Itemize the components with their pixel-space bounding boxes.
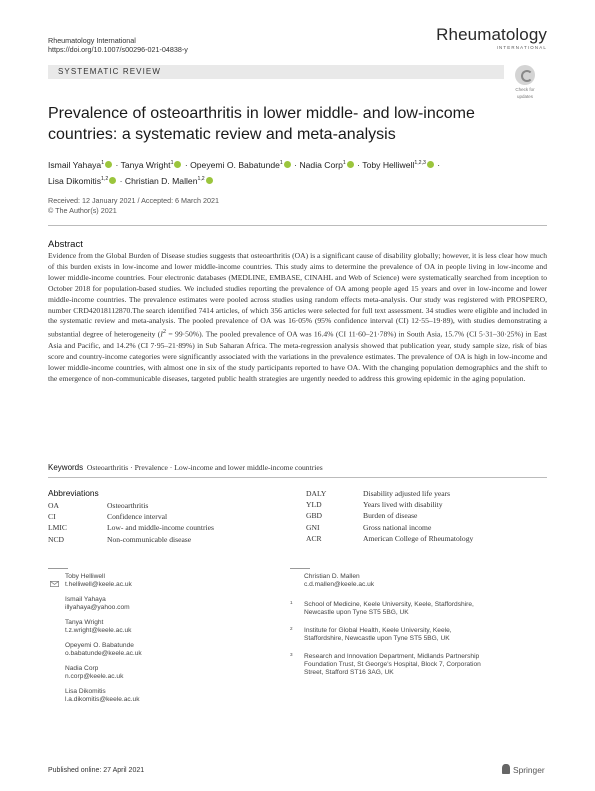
footnote-rule: [48, 568, 68, 569]
author-name[interactable]: Christian D. Mallen: [124, 175, 198, 186]
footnote-rule: [290, 568, 310, 569]
contact-email[interactable]: l.a.dikomitis@keele.ac.uk: [65, 696, 140, 704]
contact-name: Toby Helliwell: [65, 573, 105, 580]
contact-name: Ismail Yahaya: [65, 596, 106, 603]
contact-block: [65, 573, 132, 589]
abbr-definition: Confidence interval: [107, 512, 168, 522]
abbr-definition: Gross national income: [363, 522, 432, 532]
author-affil-sup: 1,2: [101, 175, 109, 182]
orcid-icon[interactable]: [206, 177, 213, 184]
contact-name: Lisa Dikomitis: [65, 688, 106, 695]
author-name[interactable]: Lisa Dikomitis: [48, 175, 102, 186]
article-dates: [48, 196, 219, 215]
article-title: Prevalence of osteoarthritis in lower middle- and low-income countries: a systematic review and meta-analysis: [48, 105, 475, 143]
keywords-text: Osteoarthritis · Prevalence · Low-income and lower middle-income countries: [86, 463, 323, 472]
abbr-term: YLD: [306, 500, 322, 510]
author-affil-sup: 1,2: [197, 175, 205, 182]
journal-logo-title: Rheumatology: [436, 25, 547, 44]
abbr-term: GBD: [306, 511, 323, 521]
i-squared-sup: 2: [162, 328, 167, 336]
contact-block: [65, 642, 142, 658]
check-updates-line2: updates: [516, 94, 533, 99]
contact-name: Christian D. Mallen: [304, 573, 360, 580]
abbr-term: CI: [48, 512, 56, 522]
abbr-definition: Non-communicable disease: [107, 534, 192, 544]
abbr-row: [306, 522, 473, 533]
abstract-text: [48, 251, 547, 384]
abbr-term: LMIC: [48, 523, 67, 533]
author-name[interactable]: Toby Helliwell: [362, 159, 415, 170]
abbr-row: [48, 511, 214, 522]
author-list: Ismail Yahaya$^1$ · Tanya Wright$^1$ · Opeyemi O. Babatunde$^1$ · Nadia Corp$^1$ · Toby Helliwell$^{1,2,3}$ · Lisa Dikomitis$^{1,2}$ · Christian D. Mallen$^{1,2}$: [48, 159, 441, 186]
orcid-icon[interactable]: [347, 161, 354, 168]
affiliation-number: 1: [290, 600, 293, 605]
doi-link[interactable]: https://doi.org/10.1007/s00296-021-04838-y: [48, 45, 188, 54]
abbr-definition: Burden of disease: [363, 511, 418, 521]
contact-block: [65, 688, 140, 704]
orcid-icon[interactable]: [284, 161, 291, 168]
keywords: [48, 463, 547, 472]
abstract-heading: Abstract: [48, 239, 83, 250]
abbr-term: ACR: [306, 533, 322, 543]
abbreviations-right: [306, 488, 473, 544]
abbr-row: [48, 500, 214, 511]
affiliation-line: Street, Stafford ST16 3AG, UK: [304, 669, 394, 677]
abstract-part-2: = 99·50%). The pooled prevalence of OA was 16.4% (CI 11·60–21·78%) in South Asia, 15.7% (CI 5·31–30·25%) in East Asia and Pacific, and 14.2% (CI 7·95–21·89%) in Sub Saharan Africa. The meta-regression analysis showed that publication year, study sample size, risk of bias score and country-income categories were significantly associated with the variations in the prevalence estimates. The prevalence of OA is high in low-income and lower middle-income countries, with almost one in six of the study participants reported to have OA. With the changing population demographics and the shift to the emergence of non-communicable diseases, targeted public health strategies are urgently needed to address this growing epidemic in the aging population.: [48, 329, 548, 383]
abbr-term: GNI: [306, 522, 320, 532]
abbr-row: [48, 534, 214, 545]
author-name[interactable]: Nadia Corp: [299, 159, 343, 170]
section-label: SYSTEMATIC REVIEW: [58, 67, 162, 76]
abbr-definition: Years lived with disability: [363, 500, 443, 510]
author-affil-sup: 1: [101, 160, 105, 166]
check-updates-line1: Check for: [515, 87, 535, 92]
contact-email[interactable]: illyahaya@yahoo.com: [65, 604, 130, 612]
author-affil-sup: 1: [342, 160, 346, 166]
abbr-row: [306, 488, 473, 499]
orcid-icon[interactable]: [174, 161, 181, 168]
author-affil-sup: 1: [279, 160, 283, 166]
contact-block: [65, 596, 130, 612]
contact-email[interactable]: c.d.mallen@keele.ac.uk: [304, 581, 375, 589]
affiliation-line: Institute for Global Health, Keele University, Keele,: [304, 627, 452, 634]
contact-name: Nadia Corp: [65, 665, 99, 672]
copyright: © The Author(s) 2021: [48, 205, 117, 215]
affiliation-number: 3: [290, 652, 293, 657]
abbr-definition: Disability adjusted life years: [363, 489, 451, 498]
publisher-name: Springer: [513, 765, 545, 775]
abbreviations-left: [48, 500, 214, 545]
received-accepted: Received: 12 January 2021 / Accepted: 6 March 2021: [48, 196, 220, 205]
affiliation-line: Research and Innovation Department, Midlands Partnership: [304, 653, 480, 660]
author-name[interactable]: Tanya Wright: [120, 159, 171, 170]
contact-name: Opeyemi O. Babatunde: [65, 642, 134, 649]
contact-email[interactable]: n.corp@keele.ac.uk: [65, 673, 124, 681]
divider: [48, 225, 547, 226]
published-online: Published online: 27 April 2021: [48, 767, 145, 774]
check-updates-icon: [515, 65, 535, 85]
affiliation-number: 2: [290, 626, 293, 631]
author-name[interactable]: Opeyemi O. Babatunde: [190, 159, 280, 170]
check-for-updates-badge[interactable]: [510, 65, 540, 99]
orcid-icon[interactable]: [427, 161, 434, 168]
contact-block: [65, 619, 131, 635]
abbr-term: DALY: [306, 489, 327, 498]
abbr-row: [306, 533, 473, 544]
contact-email[interactable]: t.z.wright@keele.ac.uk: [65, 627, 132, 635]
abbr-term: NCD: [48, 534, 65, 544]
abbr-row: [48, 522, 214, 533]
affiliation-line: Newcastle upon Tyne ST5 5BG, UK: [304, 609, 409, 617]
journal-name: Rheumatology International: [48, 36, 136, 45]
affiliation-line: School of Medicine, Keele University, Keele, Staffordshire,: [304, 601, 474, 608]
abbr-term: OA: [48, 501, 59, 510]
i-squared: I: [160, 329, 163, 339]
author-affil-sup: 1,2,3: [414, 160, 426, 166]
journal-logo-subtitle: INTERNATIONAL: [496, 45, 547, 50]
keywords-label: Keywords: [48, 463, 84, 472]
orcid-icon[interactable]: [105, 161, 112, 168]
springer-horse-icon: [502, 764, 510, 774]
author-affil-sup: 1: [170, 160, 174, 166]
abstract-part-1: Evidence from the Global Burden of Disease studies suggests that osteoarthritis (OA) is a significant cause of disability globally; however, it is less clear how much of this burden exists in low-income and lower middle-income countries. This study aims to determine the prevalence of OA in people living in low-income and lower middle-income countries. Four electronic databases (MEDLINE, EMBASE, CINAHL and Web of Science) were systematically searched from inception to October 2018 for population-based studies. We included studies reporting the prevalence of OA among people aged 15 years and over in low-income and lower middle-income countries. The prevalence estimates were pooled across studies using random effects meta-analysis. Our study was registered with PROSPERO, number CRD42018112870.The search identified 7414 articles, of which 356 articles were selected for full text assessment. 34 studies were eligible and included in the systematic review and meta-analysis. The pooled prevalence of OA was 16·05% (95% confidence interval (CI) 12·55–19·89), with studies demonstrating a substantial degree of heterogeneity (: [48, 251, 547, 339]
section-band: [48, 65, 504, 79]
journal-logo: [436, 26, 547, 50]
contact-email[interactable]: t.helliwell@keele.ac.uk: [65, 581, 132, 589]
correspondence-envelope-icon: [50, 574, 59, 592]
affiliation-line: Staffordshire, Newcastle upon Tyne ST5 5BG, UK: [304, 635, 450, 643]
contact-email[interactable]: o.babatunde@keele.ac.uk: [65, 650, 142, 658]
abbreviations-heading: Abbreviations: [48, 488, 99, 498]
abbr-row: [306, 510, 473, 521]
orcid-icon[interactable]: [109, 177, 116, 184]
contact-block: [65, 665, 123, 681]
contact-name: Tanya Wright: [65, 619, 104, 626]
affiliation-line: Foundation Trust, St George's Hospital, Block 7, Corporation: [304, 661, 481, 669]
abbr-definition: American College of Rheumatology: [363, 533, 474, 543]
publisher-logo: [502, 764, 545, 775]
abbr-definition: Osteoarthritis: [107, 501, 149, 510]
contact-block: [304, 573, 374, 589]
abbr-definition: Low- and middle-income countries: [107, 523, 214, 533]
abbr-row: [306, 499, 473, 510]
author-name[interactable]: Ismail Yahaya: [48, 159, 102, 170]
divider: [48, 477, 547, 478]
